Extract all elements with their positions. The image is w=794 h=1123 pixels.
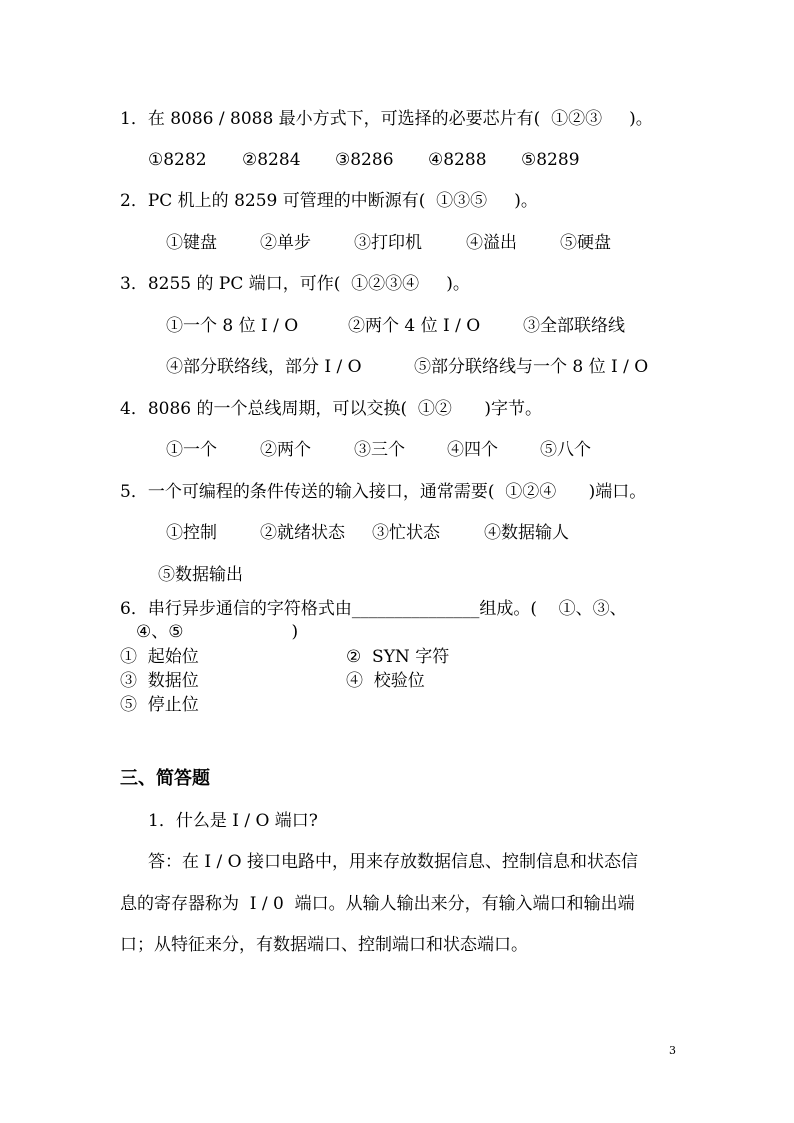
q2-option-5: ⑤硬盘: [560, 233, 611, 253]
q5-option-3: ③忙状态: [372, 523, 440, 543]
section-question-1: 1．什么是 I / O 端口?: [148, 811, 318, 831]
q2-option-4: ④溢出: [466, 233, 517, 253]
q2-option-3: ③打印机: [354, 233, 422, 253]
q3-option-5: ⑤部分联络线与一个 8 位 I / O: [414, 357, 649, 377]
q1-option-3: ③8286: [335, 150, 394, 170]
q5-option-2: ②就绪状态: [260, 523, 345, 543]
q1-option-5: ⑤8289: [521, 150, 580, 170]
q6-option-3: ③ 数据位: [120, 671, 199, 691]
question-4-stem: 4．8086 的一个总线周期，可以交换( ①② )字节。: [120, 399, 542, 419]
q4-option-3: ③三个: [354, 440, 405, 460]
q1-option-4: ④8288: [428, 150, 487, 170]
q5-option-4: ④数据输人: [484, 523, 569, 543]
answer-line-2: 息的寄存器称为 I / 0 端口。从输人输出来分，有输入端口和输出端: [120, 894, 635, 914]
q6-option-2: ② SYN 字符: [346, 647, 450, 667]
q4-option-1: ①一个: [166, 440, 217, 460]
q5-option-1: ①控制: [166, 523, 217, 543]
q4-option-4: ④四个: [447, 440, 498, 460]
q6-option-4: ④ 校验位: [346, 671, 425, 691]
q3-option-4: ④部分联络线，部分 I / O: [166, 357, 362, 377]
question-2-stem: 2．PC 机上的 8259 可管理的中断源有( ①③⑤ )。: [120, 191, 538, 211]
q3-option-1: ①一个 8 位 I / O: [166, 316, 299, 336]
question-1-stem: 1．在 8086 / 8088 最小方式下，可选择的必要芯片有( ①②③ )。: [120, 109, 653, 129]
question-3-stem: 3．8255 的 PC 端口，可作( ①②③④ )。: [120, 274, 470, 294]
q3-option-3: ③全部联络线: [523, 316, 625, 336]
q1-option-2: ②8284: [242, 150, 301, 170]
question-6-stem-line-2: ④、⑤ ): [136, 622, 299, 642]
q5-option-5: ⑤数据输出: [158, 565, 243, 585]
question-6-stem-line-1: 6．串行异步通信的字符格式由_______________组成。( ①、③、: [120, 599, 627, 619]
answer-line-1: 答：在 I / O 接口电路中，用来存放数据信息、控制信息和状态信: [148, 852, 638, 872]
q4-option-2: ②两个: [260, 440, 311, 460]
answer-line-3: 口；从特征来分，有数据端口、控制端口和状态端口。: [120, 935, 528, 955]
q2-option-2: ②单步: [260, 233, 311, 253]
question-5-stem: 5．一个可编程的条件传送的输入接口，通常需要( ①②④ )端口。: [120, 482, 647, 502]
q2-option-1: ①键盘: [166, 233, 217, 253]
q6-option-1: ① 起始位: [120, 647, 199, 667]
page-number: 3: [669, 1044, 676, 1057]
section-heading: 三、简答题: [120, 768, 210, 789]
q3-option-2: ②两个 4 位 I / O: [348, 316, 481, 336]
q1-option-1: ①8282: [148, 150, 207, 170]
q6-option-5: ⑤ 停止位: [120, 695, 199, 715]
q4-option-5: ⑤八个: [540, 440, 591, 460]
